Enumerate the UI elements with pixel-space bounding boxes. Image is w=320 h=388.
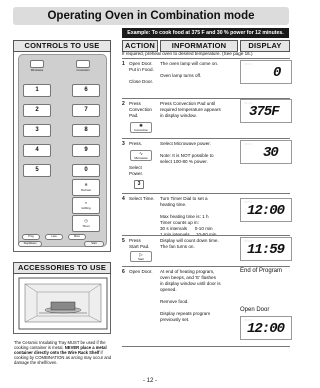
accessories-header: ACCESSORIES TO USE (13, 262, 111, 274)
grilling-pad[interactable] (72, 197, 100, 214)
microwave-pad[interactable] (30, 60, 44, 68)
fan-icon: ✺ (139, 123, 143, 128)
accessories-note (14, 340, 112, 365)
accessories-note-c: if cooking by COMBINATION as arcing may occur and damage the shelf/oven. (14, 350, 112, 365)
display-window (240, 237, 292, 261)
play-icon: ▷ (139, 252, 143, 257)
prog-pad[interactable]: Prog (22, 234, 40, 240)
example-banner: Example: To cook food at 375 F and 30 % power for 12 minutes. (122, 28, 289, 38)
row-divider (122, 235, 290, 236)
display-value: 375F (249, 104, 279, 120)
display-indicators: :::: ::: ::: (244, 102, 253, 105)
display-value: 11:59 (247, 242, 285, 258)
open-door-label: Open Door (240, 307, 270, 313)
display-window (240, 198, 292, 222)
step-information: The oven lamp will come on. Oven lamp turns off. (160, 61, 219, 78)
step-action: Press. Select Power. (129, 141, 144, 176)
display-value: 12:00 (247, 321, 285, 337)
action-header: ACTION (122, 40, 158, 52)
oven-interior-illustration (17, 276, 109, 331)
convection-pad-label: Convection (76, 69, 90, 72)
display-indicators: :::: ::: ::: (244, 240, 253, 243)
controls-header: CONTROLS TO USE (13, 40, 111, 52)
convection-pad-icon (130, 122, 152, 133)
display-window (240, 316, 292, 340)
row-divider (122, 193, 290, 194)
defrost-pad[interactable] (72, 179, 100, 196)
step-number: 2 (122, 101, 125, 107)
timer-label: Timer (82, 224, 90, 228)
microwave-pad-icon (130, 150, 152, 161)
display-indicators: :::: ::: ::: (244, 319, 253, 322)
number-pad-3[interactable]: 3 (23, 124, 51, 137)
step-number: 6 (122, 269, 125, 275)
display-window (240, 60, 292, 84)
step-number: 4 (122, 196, 125, 202)
display-window (240, 140, 292, 164)
display-indicators: :::: ::: ::: (244, 63, 253, 66)
display-value: 12:00 (247, 203, 285, 219)
less-pad[interactable]: Less (45, 234, 63, 240)
display-value: 0 (273, 65, 281, 81)
snowflake-icon: ❄ (84, 182, 88, 187)
more-pad[interactable]: More (68, 234, 86, 240)
number-pad-2[interactable]: 2 (23, 104, 51, 117)
start-icon-label: Start (138, 257, 144, 261)
number-pad-6[interactable]: 6 (72, 84, 100, 97)
number-pad-9[interactable]: 9 (72, 144, 100, 157)
convection-pad[interactable] (76, 60, 90, 68)
defrost-label: Defrost (81, 188, 91, 192)
number-3-icon: 3 (134, 180, 144, 189)
display-header: DISPLAY (240, 40, 290, 52)
stop-reset-pad[interactable]: Stop/Reset (18, 241, 42, 247)
step-number: 5 (122, 238, 125, 244)
number-pad-4[interactable]: 4 (23, 144, 51, 157)
page-title: Operating Oven in Combination mode (13, 7, 289, 25)
convection-icon-label: Convection (134, 128, 148, 132)
step-action: Select Time. (129, 196, 155, 201)
number-pad-8[interactable]: 8 (72, 124, 100, 137)
microwave-pad-label: Microwave (30, 69, 44, 72)
row-divider (122, 138, 290, 139)
step-number: 1 (122, 61, 125, 67)
number-pad-5[interactable]: 5 (23, 164, 51, 177)
display-indicators: :::: ::: ::: (244, 201, 253, 204)
accessories-note-a: The Ceramic Insulating Tray MUST be used if the cooking container is metal. (14, 340, 106, 350)
table-bottom-rule (122, 346, 290, 347)
step-information: At end of heating program, oven beeps, and 'E' flashes in display window until door is opened. Remove food. Display repeats program previously set. (160, 269, 221, 322)
timer-pad[interactable] (72, 215, 100, 232)
microwave-icon-label: Microwave (134, 156, 148, 160)
start-pad[interactable]: Start (84, 241, 104, 247)
step-action: Press Start Pad. (129, 238, 150, 249)
step-number: 3 (122, 141, 125, 147)
step-information: Turn Timer Dial to set a heating time. Max heating time is: 1 h Timer counts up in: 30 s intervals 0-10 min 1 min intervals 10-60 min (160, 196, 217, 237)
information-header: INFORMATION (160, 40, 238, 52)
display-window (240, 99, 292, 123)
wave-icon: ∿ (139, 151, 143, 156)
step-information: Select Microwave power. Note: It is NOT possible to select 100-80 % power. (160, 141, 214, 164)
row-divider (122, 266, 290, 267)
step-action: Press Convection Pad. (129, 101, 152, 118)
clock-icon: ◷ (84, 218, 88, 223)
display-indicators: :::: ::: ::: (244, 143, 253, 146)
accessories-note-warning: NEVER place a metal container directly onto the Wire Rack Shelf (14, 345, 107, 355)
step-action: Open Door. Put in Food. Close Door. (129, 61, 154, 84)
start-pad-icon (130, 251, 152, 262)
page-number: - 12 - (142, 378, 157, 384)
step-information: Press Convection Pad until required temperature appears in display window. (160, 101, 221, 118)
end-of-program-label: End of Program (240, 268, 283, 274)
number-pad-1[interactable]: 1 (23, 84, 51, 97)
preheat-note: If required, preheat oven to desired temperature. (See page 16.) (122, 51, 253, 56)
step-information: Display will count down time. The fan turns on. (160, 238, 219, 249)
grill-icon: ≈ (84, 200, 88, 205)
row-divider (122, 58, 290, 59)
number-pad-0[interactable]: 0 (72, 164, 100, 177)
number-pad-7[interactable]: 7 (72, 104, 100, 117)
display-value: 30 (263, 145, 278, 161)
step-action: Open Door. (129, 269, 153, 274)
grilling-label: Grilling (81, 206, 91, 210)
